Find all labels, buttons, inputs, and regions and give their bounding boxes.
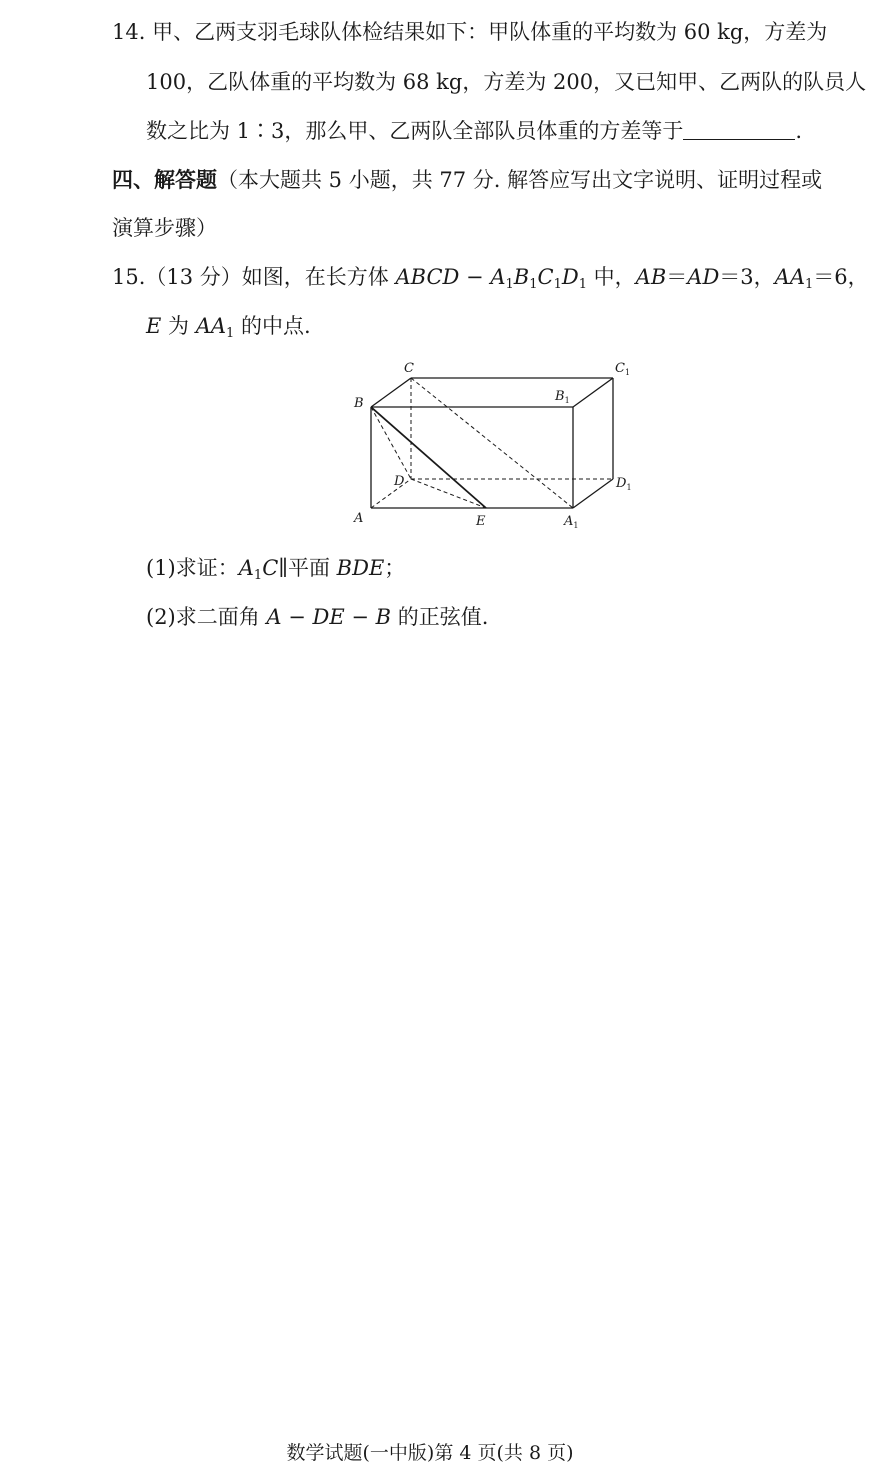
- dash: −: [459, 265, 491, 289]
- section-heading: [112, 166, 822, 194]
- q15-number: 15.（13 分）如图，在长方体: [112, 265, 396, 289]
- vertex-b1: B: [513, 265, 530, 289]
- q14-line-3: [146, 117, 802, 145]
- q15-stem-line-1: [112, 263, 869, 299]
- edge-ad-hidden: [371, 479, 411, 508]
- sub-1: 1: [505, 277, 514, 292]
- vertex-c1: C: [537, 265, 554, 289]
- equals: ＝: [666, 265, 688, 289]
- q15-stem-line-2: [146, 312, 311, 348]
- sub-1: 1: [578, 277, 587, 292]
- vertex-a1: A: [490, 265, 506, 289]
- section-description: （本大题共 5 小题，共 77 分. 解答应写出文字说明、证明过程或: [217, 168, 823, 192]
- q14-line-1: 14. 甲、乙两支羽毛球队体检结果如下：甲队体重的平均数为 60 kg，方差为: [112, 20, 828, 44]
- label-c: C: [404, 361, 414, 376]
- q14-period: .: [795, 119, 803, 143]
- label-a: A: [354, 511, 364, 526]
- point-a1: A: [238, 556, 254, 580]
- label-d: D: [394, 474, 405, 489]
- segment-aa1: AA: [195, 314, 227, 338]
- section-title: 四、解答题: [112, 167, 217, 192]
- page-footer: 数学试题(一中版)第 4 页(共 8 页): [286, 1442, 574, 1464]
- q14-line-2: 100，乙队体重的平均数为 68 kg，方差为 200，又已知甲、乙两队的队员人: [146, 70, 867, 94]
- part1-tail: ；: [384, 556, 406, 580]
- point-c: C: [262, 556, 279, 580]
- box-figure: [340, 350, 640, 535]
- dihedral-angle: A − DE − B: [266, 605, 392, 629]
- point-e: E: [146, 314, 162, 338]
- segment-de-hidden: [411, 479, 486, 508]
- plane-bde: BDE: [336, 556, 385, 580]
- edge-a1d1: [573, 479, 613, 508]
- solid-base: ABCD: [395, 265, 460, 289]
- section-description-2: 演算步骤）: [112, 216, 217, 240]
- part1-prefix: (1)求证：: [146, 556, 239, 580]
- label-d1: $D_1$: [616, 476, 632, 492]
- wei: 为: [161, 314, 196, 338]
- vertex-d1: D: [561, 265, 579, 289]
- q15-part-2: [146, 603, 488, 631]
- sub-1: 1: [553, 277, 562, 292]
- label-b1: $B_1$: [555, 389, 570, 405]
- segment-ab: AB: [635, 265, 667, 289]
- sub-1: 1: [529, 277, 538, 292]
- segment-be: [371, 407, 486, 508]
- segment-aa1: AA: [774, 265, 806, 289]
- label-c1: $C_1$: [615, 361, 631, 377]
- segment-ad: AD: [687, 265, 720, 289]
- sub-1: 1: [226, 326, 235, 341]
- answer-blank: [683, 119, 795, 140]
- value-3: ＝3，: [719, 265, 775, 289]
- q15-part-1: [146, 554, 405, 590]
- midpoint-text: 的中点.: [234, 314, 311, 338]
- part2-tail: 的正弦值.: [391, 605, 489, 629]
- edge-b1c1: [573, 378, 613, 407]
- part2-prefix: (2)求二面角: [146, 605, 267, 629]
- segment-ca1-hidden: [411, 378, 573, 508]
- value-6: ＝6，: [813, 265, 869, 289]
- edge-bc: [371, 378, 411, 407]
- label-a1: $A_1$: [564, 514, 579, 530]
- mid-text: 中，: [586, 265, 636, 289]
- sub-1: 1: [253, 568, 263, 583]
- q14-line-3-text: 数之比为 1∶3，那么甲、乙两队全部队员体重的方差等于: [146, 119, 684, 143]
- segment-bd-hidden: [371, 407, 411, 479]
- label-b: B: [354, 396, 364, 411]
- parallel-text: ∥平面: [278, 556, 337, 580]
- sub-1: 1: [805, 277, 814, 292]
- label-e: E: [476, 514, 486, 529]
